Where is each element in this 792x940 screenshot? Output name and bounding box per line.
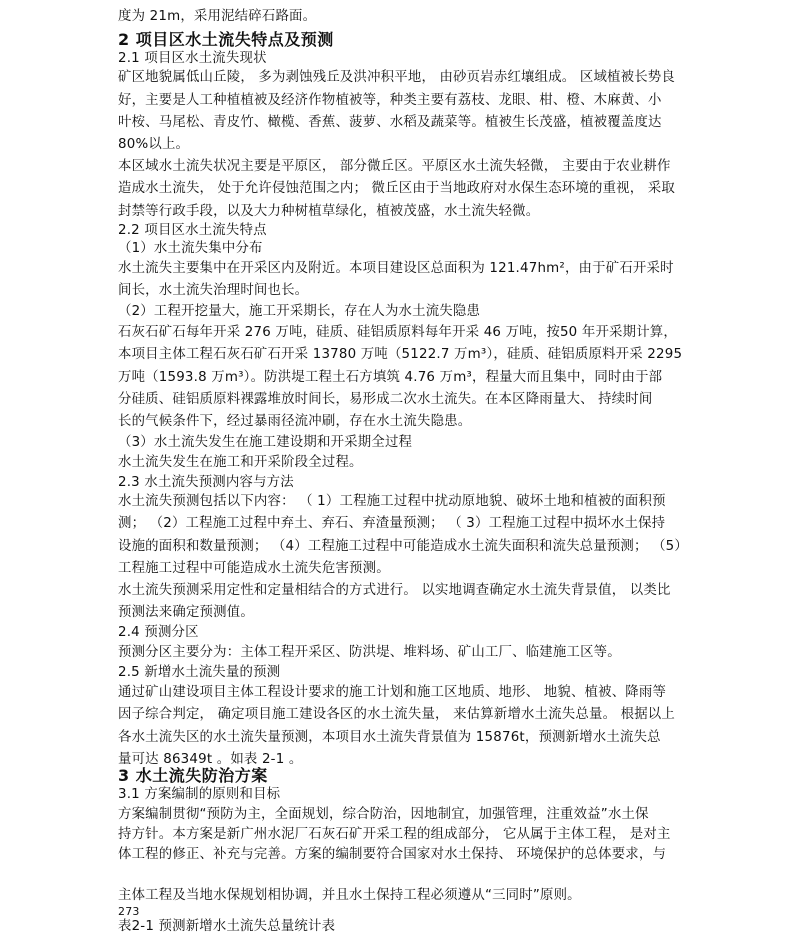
paragraph-line: 因子综合判定， 确定项目施工建设各区的水土流失量， 来估算新增水土流失总量。 根据以上 (118, 707, 675, 722)
paragraph-line: 主体工程及当地水保规划相协调，并且水土保持工程必须遵从“三同时”原则。 (118, 888, 581, 903)
paragraph-line: 量可达 86349t 。如表 2-1 。 (118, 752, 303, 767)
list-heading: （1）水土流失集中分布 (118, 241, 263, 256)
subsection-heading: 2.2 项目区水土流失特点 (118, 223, 267, 238)
paragraph-line: 本项目主体工程石灰石矿石开采 13780 万吨（5122.7 万m³），硅质、硅铝质原料开采 2295 (118, 347, 683, 362)
paragraph-line: 间长，水土流失治理时间也长。 (118, 283, 309, 298)
subsection-heading: 2.1 项目区水土流失现状 (118, 51, 267, 66)
page-number: 273 (118, 905, 140, 918)
paragraph-line: 水土流失预测包括以下内容： （ 1）工程施工过程中扰动原地貌、破坏土地和植被的面积预 (118, 494, 666, 509)
paragraph-line: 水土流失预测采用定性和定量相结合的方式进行。 以实地调查确定水土流失背景值， 以类比 (118, 583, 671, 598)
paragraph-line: 万吨（1593.8 万m³）。防洪堤工程土石方填筑 4.76 万m³，程量大而且集中，同时由于部 (118, 370, 663, 385)
section-heading: 3 水土流失防治方案 (118, 766, 268, 785)
paragraph-line: 好，主要是人工种植植被及经济作物植被等，种类主要有荔枝、龙眼、柑、橙、木麻黄、小 (118, 93, 662, 108)
paragraph-line: 方案编制贯彻“预防为主，全面规划，综合防治，因地制宜，加强管理，注重效益”水土保 (118, 807, 649, 822)
paragraph-line: 测； （2）工程施工过程中弃土、弃石、弃渣量预测； （ 3）工程施工过程中损坏水土保持 (118, 516, 666, 531)
paragraph-line: 分硅质、硅铝质原料裸露堆放时间长，易形成二次水土流失。在本区降雨量大、 持续时间 (118, 392, 653, 407)
section-heading: 2 项目区水土流失特点及预测 (118, 30, 334, 49)
paragraph-line: 石灰石矿石每年开采 276 万吨，硅质、硅铝质原料每年开采 46 万吨，按50 年开采期计算， (118, 325, 677, 340)
paragraph-line: 造成水土流失， 处于允许侵蚀范围之内； 微丘区由于当地政府对水保生态环境的重视， 采取 (118, 181, 675, 196)
paragraph-line: 矿区地貌属低山丘陵， 多为剥蚀残丘及洪冲积平地， 由砂页岩赤红壤组成。 区域植被长势良 (118, 70, 675, 85)
paragraph-line: 体工程的修正、补充与完善。方案的编制要符合国家对水土保持、 环境保护的总体要求，与 (118, 847, 667, 862)
paragraph-line: 80%以上。 (118, 137, 190, 152)
paragraph-line: 封禁等行政手段，以及大力种树植草绿化，植被茂盛，水土流失轻微。 (118, 204, 540, 219)
subsection-heading: 3.1 方案编制的原则和目标 (118, 787, 281, 802)
paragraph-line: 叶桉、马尾松、青皮竹、橄榄、香蕉、菠萝、水稻及蔬菜等。植被生长茂盛，植被覆盖度达 (118, 115, 662, 130)
paragraph-line: 工程施工过程中可能造成水土流失危害预测。 (118, 561, 390, 576)
paragraph-line: 长的气候条件下，经过暴雨径流冲刷，存在水土流失隐患。 (118, 414, 472, 429)
paragraph-line: 各水土流失区的水土流失量预测，本项目水土流失背景值为 15876t，预测新增水土流失总 (118, 730, 661, 745)
paragraph-line: 通过矿山建设项目主体工程设计要求的施工计划和施工区地质、地形、 地貌、植被、降雨等 (118, 685, 667, 700)
paragraph-line: 持方针。本方案是新广州水泥厂石灰石矿开采工程的组成部分， 它从属于主体工程， 是对主 (118, 827, 671, 842)
paragraph-line: 本区域水土流失状况主要是平原区， 部分微丘区。平原区水土流失轻微， 主要由于农业耕作 (118, 159, 671, 174)
paragraph-line: 设施的面积和数量预测； （4）工程施工过程中可能造成水土流失面积和流失总量预测； （5） (118, 539, 688, 554)
paragraph-line: 水土流失发生在施工和开采阶段全过程。 (118, 455, 363, 470)
subsection-heading: 2.4 预测分区 (118, 625, 199, 640)
list-heading: （2）工程开挖量大，施工开采期长，存在人为水土流失隐患 (118, 304, 481, 319)
paragraph-line: 预测分区主要分为：主体工程开采区、防洪堤、堆料场、矿山工厂、临建施工区等。 (118, 645, 621, 660)
subsection-heading: 2.3 水土流失预测内容与方法 (118, 475, 294, 490)
table-caption: 表2-1 预测新增水土流失总量统计表 (118, 919, 336, 934)
list-heading: （3）水土流失发生在施工建设期和开采期全过程 (118, 435, 413, 450)
subsection-heading: 2.5 新增水土流失量的预测 (118, 665, 281, 680)
paragraph-line: 水土流失主要集中在开采区内及附近。本项目建设区总面积为 121.47hm²，由于矿石开采时 (118, 261, 674, 276)
paragraph-line: 预测法来确定预测值。 (118, 605, 254, 620)
paragraph-line: 度为 21m，采用泥结碎石路面。 (118, 9, 317, 24)
